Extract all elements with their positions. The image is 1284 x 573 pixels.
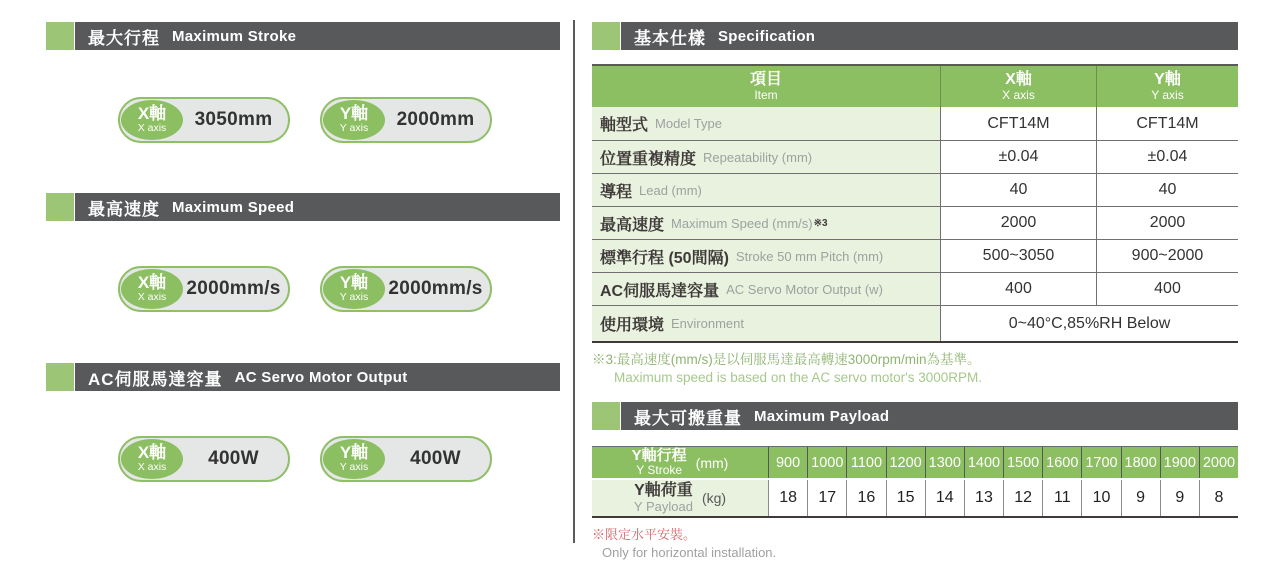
- section-title-en: Specification: [718, 27, 816, 45]
- badge-value: 400W: [208, 448, 259, 469]
- spec-row-label: [592, 174, 940, 206]
- y-axis-oval: [323, 439, 385, 479]
- right-column: [592, 22, 1238, 561]
- payload-footnote: [592, 526, 1238, 561]
- payload-value-cell: 12: [1003, 480, 1042, 516]
- section-title-bar: [75, 193, 560, 221]
- spec-row-label-zh: 標準行程 (50間隔): [600, 249, 729, 267]
- header-item-en: Item: [754, 88, 778, 103]
- axis-label-zh: X軸: [137, 273, 167, 293]
- section-title-en: Maximum Stroke: [172, 27, 297, 45]
- spec-table-row: [592, 206, 1238, 239]
- payload-label-en: Y Payload: [633, 498, 693, 514]
- payload-value-cell: 15: [886, 480, 925, 516]
- section-title-bar: [621, 402, 1238, 430]
- spec-row-value-x: 400: [940, 273, 1096, 305]
- y-axis-stroke-badge: [320, 97, 492, 143]
- spec-table-row: [592, 173, 1238, 206]
- section-title-en: Maximum Speed: [172, 198, 295, 216]
- stroke-value-cell: 2000: [1199, 447, 1238, 478]
- spec-table-row: [592, 239, 1238, 272]
- section-header-servo-output: [46, 363, 560, 391]
- axis-label-en: X axis: [137, 461, 167, 474]
- section-title-zh: 最大可搬重量: [634, 408, 742, 428]
- payload-footnote-en: Only for horizontal installation.: [602, 544, 777, 560]
- payload-table: [592, 446, 1238, 518]
- payload-unit: (kg): [701, 490, 727, 507]
- spec-row-label: [592, 107, 940, 140]
- spec-table-row: [592, 107, 1238, 140]
- speed-badges: [118, 266, 560, 312]
- spec-row-value-x: 2000: [940, 207, 1096, 239]
- spec-header-x-axis: [940, 66, 1096, 107]
- green-square-marker: [46, 22, 74, 50]
- spec-footnote-en: Maximum speed is based on the AC servo motor's 3000RPM.: [614, 369, 982, 385]
- spec-row-label-zh: 位置重複精度: [600, 150, 697, 168]
- green-square-marker: [46, 363, 74, 391]
- payload-value-cell: 17: [807, 480, 846, 516]
- section-header-maximum-stroke: [46, 22, 560, 50]
- y-axis-speed-badge: [320, 266, 492, 312]
- section-title-bar: [75, 22, 560, 50]
- x-axis-oval: [121, 100, 183, 140]
- spec-row-label-zh: AC伺服馬達容量: [600, 282, 720, 300]
- spec-row-value-y: 2000: [1096, 207, 1238, 239]
- section-title-zh: 最大行程: [88, 28, 160, 48]
- payload-label-cell: [592, 480, 768, 516]
- axis-label-en: X axis: [137, 122, 167, 135]
- green-square-marker: [592, 402, 620, 430]
- axis-label-en: Y axis: [339, 291, 369, 304]
- spec-row-label-zh: 導程: [600, 183, 633, 201]
- stroke-label-block: [632, 448, 687, 478]
- axis-label-zh: Y軸: [339, 104, 369, 124]
- spec-row-value-x: CFT14M: [940, 107, 1096, 140]
- spec-row-value-span: 0~40°C,85%RH Below: [940, 306, 1238, 341]
- column-divider: [573, 20, 575, 543]
- spec-row-value-x: 500~3050: [940, 240, 1096, 272]
- spec-row-label-en: Environment: [671, 316, 744, 331]
- spec-row-value-y: 40: [1096, 174, 1238, 206]
- badge-value: 2000mm: [396, 109, 475, 130]
- spec-row-label-en: Model Type: [655, 116, 722, 131]
- spec-footnote: [592, 351, 1238, 386]
- stroke-unit: (mm): [695, 454, 729, 471]
- payload-footnote-zh: ※限定水平安裝。: [592, 527, 697, 543]
- axis-label-zh: Y軸: [339, 273, 369, 293]
- stroke-value-cell: 1000: [807, 447, 846, 478]
- x-axis-output-badge: [118, 436, 290, 482]
- payload-label-block: [634, 482, 693, 514]
- specification-table: [592, 64, 1238, 343]
- axis-label-en: Y axis: [339, 461, 369, 474]
- section-title-zh: 最高速度: [88, 199, 160, 219]
- left-column: [46, 22, 560, 482]
- stroke-value-cell: 1900: [1160, 447, 1199, 478]
- axis-label-zh: X軸: [137, 443, 167, 463]
- section-title-zh: AC伺服馬達容量: [88, 369, 223, 389]
- spec-footnote-zh: ※3:最高速度(mm/s)是以伺服馬達最高轉速3000rpm/min為基準。: [592, 352, 981, 367]
- spec-header-item: [592, 66, 940, 107]
- stroke-label-zh: Y軸行程: [631, 446, 687, 464]
- axis-label-en: X axis: [137, 291, 167, 304]
- x-axis-oval: [121, 269, 183, 309]
- payload-weight-row: [592, 480, 1238, 516]
- section-title-en: Maximum Payload: [754, 407, 890, 425]
- stroke-value-cell: 1500: [1003, 447, 1042, 478]
- spec-row-value-y: 400: [1096, 273, 1238, 305]
- y-axis-oval: [323, 269, 385, 309]
- spec-table-row: [592, 272, 1238, 305]
- spec-row-label-zh: 軸型式: [600, 117, 649, 134]
- stroke-value-cell: 1300: [925, 447, 964, 478]
- payload-value-cell: 14: [925, 480, 964, 516]
- stroke-value-cell: 1600: [1042, 447, 1081, 478]
- payload-value-cell: 13: [964, 480, 1003, 516]
- stroke-badges: [118, 97, 560, 143]
- spec-row-value-y: 900~2000: [1096, 240, 1238, 272]
- axis-label-zh: Y軸: [339, 443, 369, 463]
- payload-value-cell: 16: [846, 480, 885, 516]
- header-y-zh: Y軸: [1154, 70, 1181, 88]
- spec-row-label-en: Maximum Speed (mm/s): [671, 215, 813, 231]
- payload-value-cell: 9: [1121, 480, 1160, 516]
- axis-label-en: Y axis: [339, 122, 369, 135]
- badge-value: 2000mm/s: [186, 278, 281, 299]
- stroke-value-cell: 1700: [1081, 447, 1120, 478]
- section-title-bar: [621, 22, 1238, 50]
- spec-table-body: [592, 107, 1238, 341]
- stroke-value-cell: 1100: [846, 447, 885, 478]
- badge-value: 3050mm: [194, 109, 273, 130]
- x-axis-speed-badge: [118, 266, 290, 312]
- header-x-en: X axis: [1002, 88, 1035, 103]
- header-y-en: Y axis: [1151, 88, 1184, 103]
- stroke-label-en: Y Stroke: [636, 463, 683, 478]
- payload-value-cell: 9: [1160, 480, 1199, 516]
- section-title-bar: [75, 363, 560, 391]
- spec-row-label-en: AC Servo Motor Output (w): [726, 281, 883, 297]
- spec-row-label: [592, 306, 940, 341]
- spec-row-label: [592, 240, 940, 272]
- payload-value-cell: 8: [1199, 480, 1238, 516]
- section-header-maximum-speed: [46, 193, 560, 221]
- spec-row-label-en: Lead (mm): [639, 182, 702, 198]
- x-axis-stroke-badge: [118, 97, 290, 143]
- spec-row-value-y: ±0.04: [1096, 141, 1238, 173]
- green-square-marker: [592, 22, 620, 50]
- stroke-value-cell: 1200: [886, 447, 925, 478]
- green-square-marker: [46, 193, 74, 221]
- badge-value: 2000mm/s: [388, 278, 483, 299]
- stroke-value-cell: 1400: [964, 447, 1003, 478]
- spec-row-value-y: CFT14M: [1096, 107, 1238, 140]
- y-axis-oval: [323, 100, 385, 140]
- servo-output-badges: [118, 436, 560, 482]
- spec-table-header: [592, 66, 1238, 107]
- stroke-value-cell: 900: [768, 447, 807, 478]
- section-header-specification: [592, 22, 1238, 50]
- section-title-en: AC Servo Motor Output: [234, 368, 408, 386]
- y-axis-output-badge: [320, 436, 492, 482]
- spec-table-row: [592, 140, 1238, 173]
- payload-value-cell: 11: [1042, 480, 1081, 516]
- spec-row-label-en: Stroke 50 mm Pitch (mm): [735, 248, 884, 264]
- stroke-label-cell: [592, 447, 768, 478]
- payload-label-zh: Y軸荷重: [634, 482, 693, 500]
- spec-row-label-en: Repeatability (mm): [703, 149, 813, 165]
- spec-row-label: [592, 207, 940, 239]
- spec-row-label-zh: 使用環境: [600, 317, 665, 334]
- payload-value-cell: 18: [768, 480, 807, 516]
- spec-header-y-axis: [1096, 66, 1238, 107]
- header-item-zh: 項目: [749, 70, 782, 88]
- spec-row-label: [592, 141, 940, 173]
- spec-row-value-x: ±0.04: [940, 141, 1096, 173]
- section-title-zh: 基本仕樣: [634, 28, 706, 48]
- spec-row-value-x: 40: [940, 174, 1096, 206]
- badge-value: 400W: [410, 448, 461, 469]
- header-x-zh: X軸: [1005, 70, 1032, 88]
- spec-row-label-zh: 最高速度: [600, 216, 665, 234]
- stroke-value-cell: 1800: [1121, 447, 1160, 478]
- payload-value-cell: 10: [1081, 480, 1120, 516]
- section-header-maximum-payload: [592, 402, 1238, 430]
- spec-row-label: [592, 273, 940, 305]
- payload-stroke-row: [592, 447, 1238, 480]
- spec-row-label-footnote-mark: ※3: [813, 217, 828, 229]
- x-axis-oval: [121, 439, 183, 479]
- axis-label-zh: X軸: [137, 104, 167, 124]
- spec-table-row: [592, 305, 1238, 341]
